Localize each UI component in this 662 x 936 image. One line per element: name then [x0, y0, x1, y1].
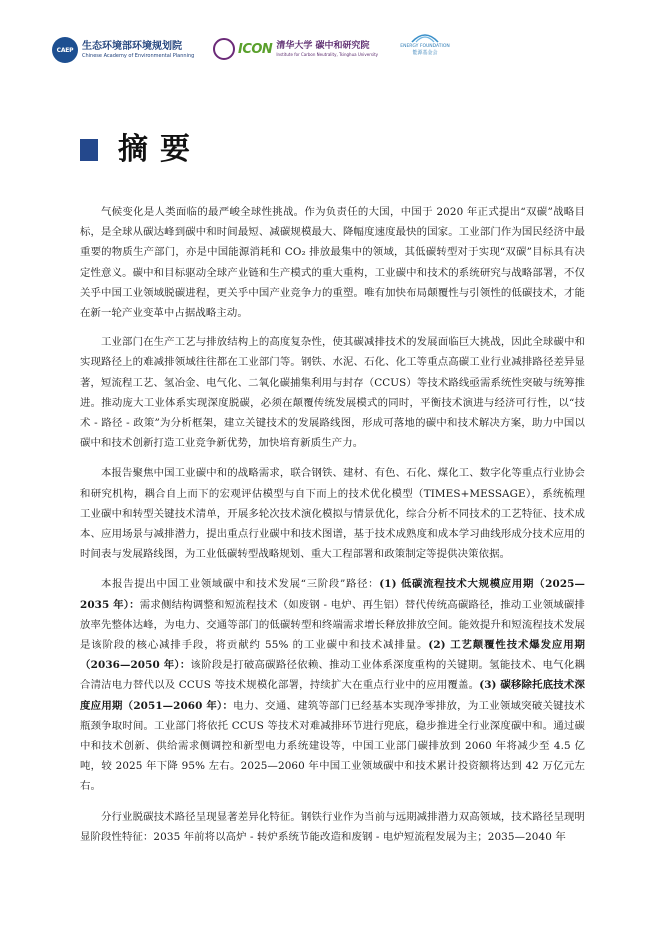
stage-3-heading: (3) 碳移除托底技术深度应用期（2051—2060 年）：	[80, 679, 585, 712]
tsinghua-seal-icon	[213, 38, 235, 60]
stage-1-text: 需求侧结构调整和短流程技术（如废钢 - 电炉、再生铝）替代传统高碳路径，推动工业领域碳排放率先整体达峰，为电力、交通等部门的低碳转型和终端需求增长释放排放空间。能效提升和短流程技术发展是该阶段的核心减排手段，将贡献约 55% 的工业碳中和技术减排量。	[80, 598, 586, 652]
paragraph-5: 分行业脱碳技术路径呈现显著差异化特征。钢铁行业作为当前与远期减排潜力双高领域，技术路径呈现明显阶段性特征：2035 年前将以高炉 - 转炉系统节能改造和废钢 - 电炉短流程发展为主；2035—2040 年	[80, 810, 585, 843]
report-header	[0, 0, 662, 72]
icon-mark: ICON	[238, 41, 273, 57]
section-title	[80, 132, 202, 168]
page-title: 摘要	[118, 132, 202, 167]
abstract-body	[80, 202, 585, 857]
stage-2-text: 该阶段是打破高碳路径依赖、推动工业体系深度重构的关键期。氢能技术、电气化耦合清洁电力替代以及 CCUS 等技术规模化部署，持续扩大在重点行业中的应用覆盖。	[80, 659, 586, 692]
caep-name-cn: 生态环境部环境规划院	[82, 40, 182, 52]
stage-1-heading: (1) 低碳流程技术大规模应用期（2025—2035 年）：	[80, 578, 585, 611]
paragraph-4-intro: 本报告提出中国工业领域碳中和技术发展“三阶段”路径：	[101, 578, 380, 591]
stage-2-heading: (2) 工艺颠覆性技术爆发应用期（2036—2050 年）：	[80, 639, 586, 672]
energy-foundation-arc-icon	[410, 30, 440, 44]
title-square-icon	[80, 139, 98, 161]
stage-3-text: 电力、交通、建筑等部门已经基本实现净零排放，为工业领域突破关键技术瓶颈争取时间。工业部门将依托 CCUS 等技术对难减排环节进行兜底，稳步推进全行业深度碳中和。通过碳中和技术创新、供给需求侧调控和新型电力系统建设等，中国工业部门碳排放到 2060 年将减少至 4.5 亿吨，较 2025 年下降 95% 左右。2025—2060 年中国工业领域碳中和技术累计投资额将达到 42 万亿元左右。	[80, 699, 586, 793]
energy-foundation-name-en: ENERGY FOUNDATION	[400, 44, 450, 49]
caep-name-en: Chinese Academy of Environmental Planning	[82, 52, 195, 59]
paragraph-4	[80, 574, 585, 796]
energy-foundation-logo	[395, 30, 455, 57]
caep-badge-icon: CAEP	[52, 37, 78, 63]
tsinghua-name-en: Institute for Carbon Neutrality, Tsinghua University	[276, 51, 379, 57]
paragraph-3: 本报告聚焦中国工业碳中和的战略需求，联合钢铁、建材、有色、石化、煤化工、数字化等重点行业协会和研究机构，耦合自上而下的宏观评估模型与自下而上的技术优化模型（TIMES+MESSAGE），系统梳理工业碳中和转型关键技术清单，开展多轮次技术演化模拟与情景优化，综合分析不同技术的工艺特征、技术成本、应用场景与减排潜力，提出重点行业碳中和技术图谱，基于技术成熟度和成本学习曲线形成分技术应用的时间表与发展路线图，为工业低碳转型战略规划、重大工程部署和政策制定等提供决策依据。	[80, 467, 585, 561]
paragraph-2: 工业部门在生产工艺与排放结构上的高度复杂性，使其碳减排技术的发展面临巨大挑战，因此全球碳中和实现路径上的难减排领域往往都在工业部门等。钢铁、水泥、石化、化工等重点高碳工业行业减排路径差异显著，短流程工艺、氢冶金、电气化、二氧化碳捕集利用与封存（CCUS）等技术路线亟需系统性突破与统筹推进。推动庞大工业体系实现深度脱碳，必须在颠覆传统发展模式的同时，平衡技术演进与经济可行性，以“技术 - 路径 - 政策”为分析框架，建立关键技术的发展路线图，形成可落地的碳中和技术解决方案，助力中国以碳中和技术创新打造工业竞争新优势，加快培育新质生产力。	[80, 336, 585, 450]
paragraph-1: 气候变化是人类面临的最严峻全球性挑战。作为负责任的大国，中国于 2020 年正式提出“双碳”战略目标，是全球从碳达峰到碳中和时间最短、减碳规模最大、降幅度速度最快的国家。工业部门作为国民经济中最重要的物质生产部门，亦是中国能源消耗和 CO₂ 排放最集中的领域，其低碳转型对于实现“双碳”目标具有决定性意义。碳中和目标驱动全球产业链和生产模式的重大重构，工业碳中和技术的系统研究与战略部署，不仅关乎中国工业领域脱碳进程，更关乎中国产业竞争力的重塑。唯有加快布局颠覆性与引领性的低碳技术，才能在新一轮产业变革中占据战略主动。	[80, 206, 585, 320]
tsinghua-icon-logo	[213, 38, 378, 60]
caep-logo	[52, 37, 194, 63]
energy-foundation-name-cn: 能源基金会	[412, 50, 438, 56]
tsinghua-name-cn: 清华大学 碳中和研究院	[276, 40, 370, 51]
